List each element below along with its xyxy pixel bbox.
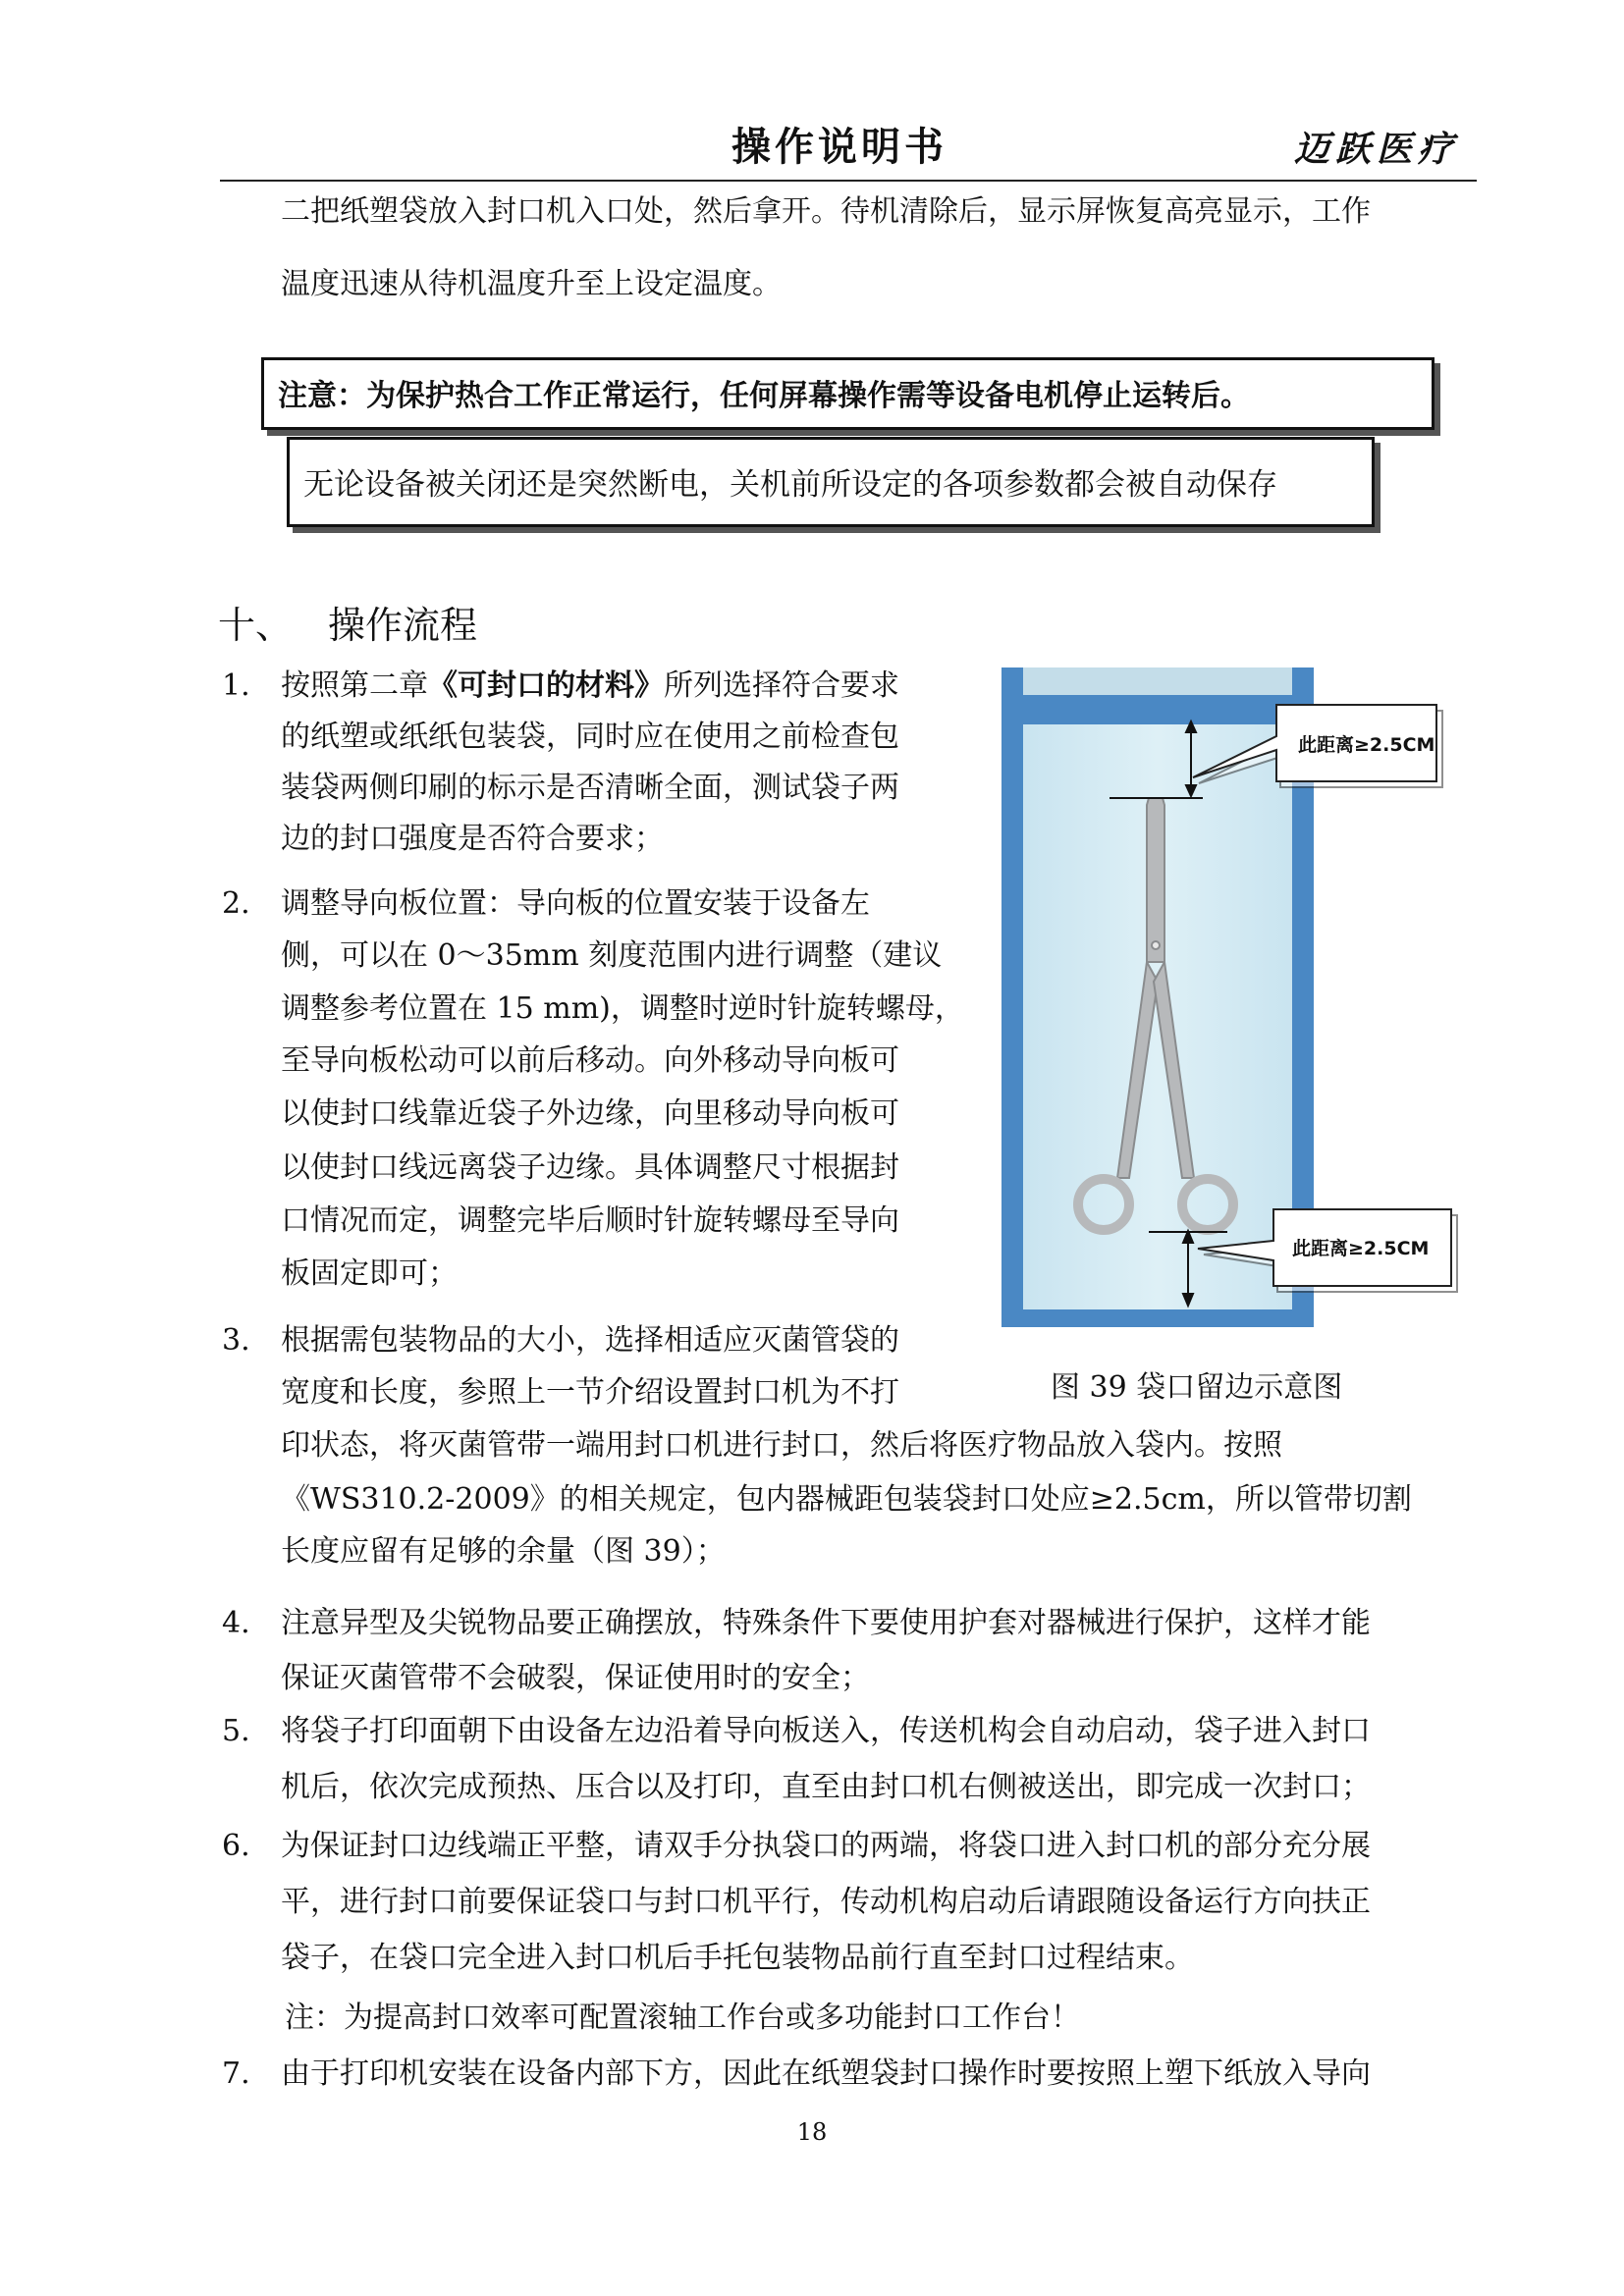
step-6-number: 6.: [222, 1829, 250, 1863]
step-1-line-4: 边的封口强度是否符合要求；: [281, 822, 664, 856]
figure-caption: 图 39 袋口留边示意图: [1051, 1370, 1343, 1405]
step-5-line-2: 机后，依次完成预热、压合以及打印，直至由封口机右侧被送出，即完成一次封口；: [281, 1770, 1371, 1804]
warning-text: 注意：为保护热合工作正常运行，任何屏幕操作需等设备电机停止运转后。: [278, 379, 1250, 413]
step-2-line-4: 至导向板松动可以前后移动。向外移动导向板可: [281, 1043, 899, 1078]
section-title: 操作流程: [328, 604, 478, 647]
section-number: 十、: [218, 604, 294, 647]
step-7-line-1: 由于打印机安装在设备内部下方，因此在纸塑袋封口操作时要按照上塑下纸放入导向: [281, 2056, 1371, 2091]
step-7-number: 7.: [222, 2056, 250, 2091]
intro-line-1: 二把纸塑袋放入封口机入口处，然后拿开。待机清除后，显示屏恢复高亮显示，工作: [281, 194, 1371, 229]
step-2-line-6: 以使封口线远离袋子边缘。具体调整尺寸根据封: [281, 1150, 899, 1185]
step-6-line-2: 平，进行封口前要保证袋口与封口机平行，传动机构启动后请跟随设备运行方向扶正: [281, 1885, 1371, 1919]
step-2-number: 2.: [222, 886, 250, 921]
step-3-line-1: 根据需包装物品的大小，选择相适应灭菌管袋的: [281, 1323, 899, 1358]
step-4-line-1: 注意异型及尖锐物品要正确摆放，特殊条件下要使用护套对器械进行保护，这样才能: [281, 1606, 1371, 1640]
step-1-number: 1.: [222, 668, 250, 703]
step-2-line-8: 板固定即可；: [281, 1256, 458, 1291]
bag-top-strip: [1023, 667, 1292, 695]
header-divider: [220, 180, 1477, 182]
step-4-line-2: 保证灭菌管带不会破裂，保证使用时的安全；: [281, 1661, 870, 1695]
step-2-line-2: 侧，可以在 0～35mm 刻度范围内进行调整（建议: [281, 938, 943, 973]
step-2-line-7: 口情况而定，调整完毕后顺时针旋转螺母至导向: [281, 1203, 899, 1238]
section-heading: [218, 595, 477, 649]
warning-box: [261, 357, 1435, 430]
step-3-number: 3.: [222, 1323, 250, 1358]
step-1-bold-ref: 《可封口的材料》: [428, 668, 664, 703]
step-1-line-2: 的纸塑或纸纸包装袋，同时应在使用之前检查包: [281, 720, 899, 754]
callout-bottom-text: 此距离≥2.5CM: [1292, 1238, 1430, 1259]
step-6-line-3: 袋子，在袋口完全进入封口机后手托包装物品前行直至封口过程结束。: [281, 1941, 1194, 1975]
autosave-box: [287, 437, 1375, 527]
step-3-line-2: 宽度和长度，参照上一节介绍设置封口机为不打: [281, 1375, 899, 1410]
step-4-number: 4.: [222, 1606, 250, 1640]
step-3-line-5: 长度应留有足够的余量（图 39）；: [281, 1534, 726, 1569]
step-2-line-3: 调整参考位置在 15 mm)，调整时逆时针旋转螺母，: [281, 991, 964, 1026]
header-title: 操作说明书: [731, 125, 947, 170]
page-number: 18: [796, 2118, 828, 2146]
step-2-line-5: 以使封口线靠近袋子外边缘，向里移动导向板可: [281, 1096, 899, 1131]
header-brand: 迈跃医疗: [1294, 130, 1460, 170]
step-2-line-1: 调整导向板位置：导向板的位置安装于设备左: [281, 886, 870, 921]
step-6-line-1: 为保证封口边线端正平整，请双手分执袋口的两端，将袋口进入封口机的部分充分展: [281, 1829, 1371, 1863]
step-5-line-1: 将袋子打印面朝下由设备左边沿着导向板送入，传送机构会自动启动，袋子进入封口: [281, 1714, 1371, 1748]
step-1-line-3: 装袋两侧印刷的标示是否清晰全面，测试袋子两: [281, 771, 899, 805]
step-1-line-1: 按照第二章《可封口的材料》所列选择符合要求: [281, 668, 899, 703]
step-5-number: 5.: [222, 1714, 250, 1748]
callout-top-text: 此距离≥2.5CM: [1298, 734, 1435, 756]
autosave-text: 无论设备被关闭还是突然断电，关机前所设定的各项参数都会被自动保存: [303, 467, 1277, 503]
note-text: 注：为提高封口效率可配置滚轴工作台或多功能封口工作台！: [285, 2001, 1080, 2035]
step-3-line-3: 印状态，将灭菌管带一端用封口机进行封口，然后将医疗物品放入袋内。按照: [281, 1428, 1282, 1463]
step-3-line-4: 《WS310.2-2009》的相关规定，包内器械距包装袋封口处应≥2.5cm，所以管带切割: [281, 1482, 1412, 1517]
intro-line-2: 温度迅速从待机温度升至上设定温度。: [281, 267, 782, 301]
